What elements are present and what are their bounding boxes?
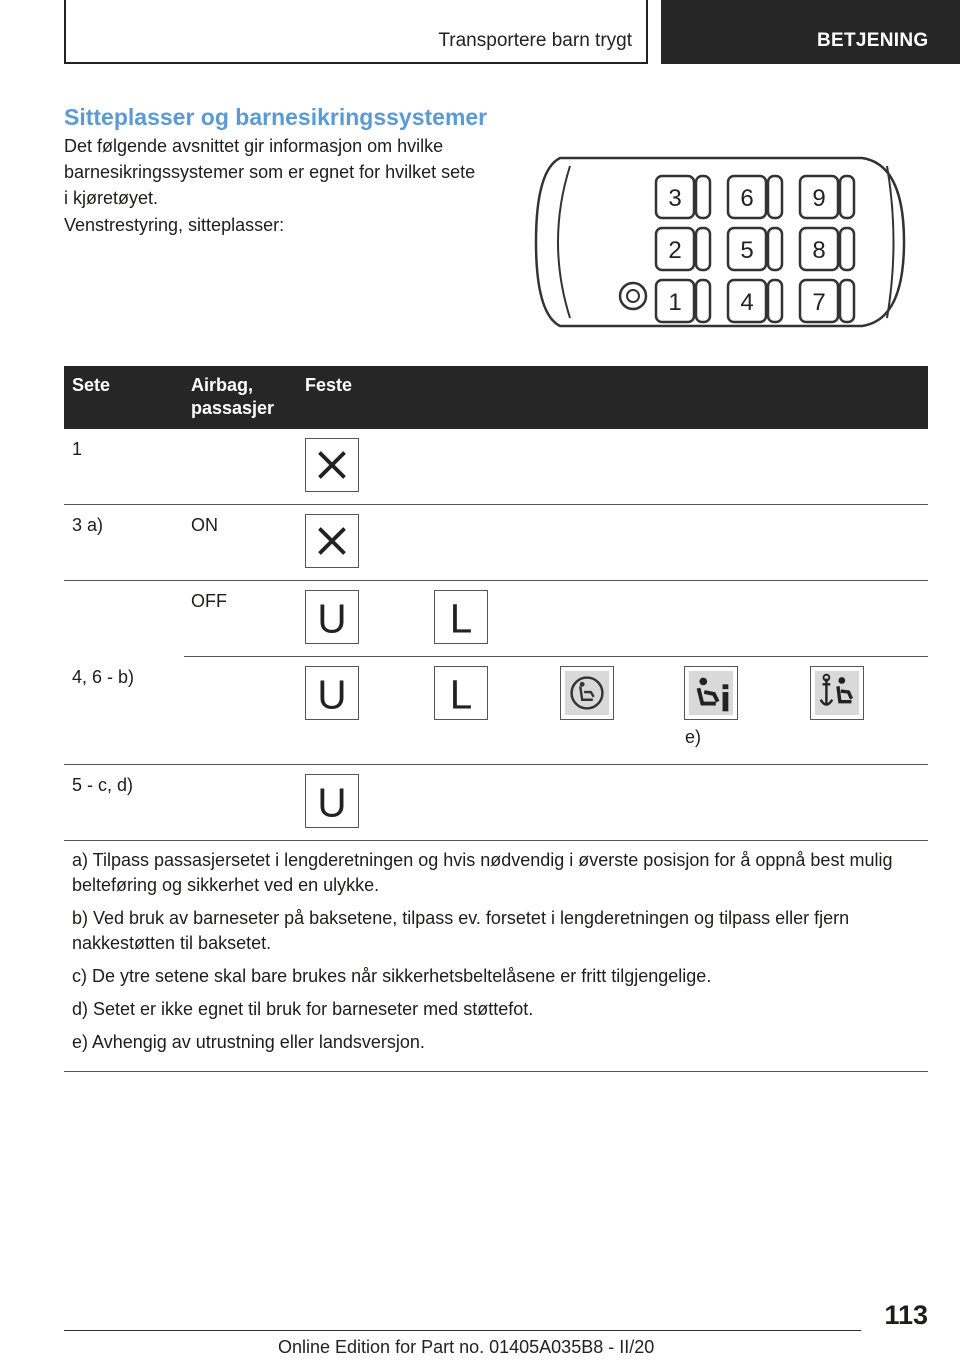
seat-cell: 5 - c, d) [72, 775, 134, 795]
header-chapter-label: BETJENING [817, 30, 929, 51]
svg-text:U: U [317, 671, 347, 718]
header-mounting: Feste [305, 375, 353, 395]
table-row [64, 505, 928, 581]
isofix-anchor-seat-icon [810, 666, 864, 720]
page-number: 113 [884, 1300, 928, 1330]
universal-u-icon [305, 774, 359, 828]
seat-cell: 1 [72, 439, 83, 459]
steering-wheel-icon [620, 283, 646, 309]
i-size-seat-icon [684, 666, 738, 720]
seat-backrest [840, 176, 854, 218]
footer-edition: Online Edition for Part no. 01405A035B8 - II/20 [278, 1337, 655, 1357]
subtitle: Venstrestyring, sitteplasser: [64, 215, 285, 235]
footnote-d: d) Setet er ikke egnet til bruk for barneseter med støttefot. [72, 999, 534, 1019]
seat-number: 2 [668, 237, 682, 264]
footer-divider [64, 1330, 861, 1331]
suitable-l-icon [434, 590, 488, 644]
suitable-l-icon [434, 666, 488, 720]
header-seat: Sete [72, 375, 111, 395]
intro-text: Det følgende avsnittet gir informasjon om hvilke barnesikringssystemer som er egnet for hvilket sete i kjøretøyet. [64, 136, 476, 208]
seat-backrest [768, 280, 782, 322]
table-row [64, 765, 928, 841]
seat-backrest [696, 228, 710, 270]
header-section-tab [64, 0, 648, 64]
airbag-cell: OFF [191, 591, 227, 611]
seat-backrest [768, 228, 782, 270]
seat-backrest [840, 280, 854, 322]
svg-text:L: L [449, 671, 473, 718]
seat-number: 8 [812, 237, 826, 264]
page-title: Sitteplasser og barnesikringssystemer [64, 104, 488, 130]
header-section-label: Transportere barn trygt [438, 30, 632, 51]
svg-text:U: U [317, 595, 347, 642]
table-header [64, 366, 928, 429]
seat-cell: 3 a) [72, 515, 104, 535]
universal-u-icon [305, 666, 359, 720]
header-chapter-tab [661, 0, 960, 64]
table-row [64, 657, 928, 765]
footnote-ref-e: e) [685, 727, 702, 747]
not-suitable-icon [305, 438, 359, 492]
footnote-a: a) Tilpass passasjersetet i lengderetningen og hvis nødvendig i øverste posisjon for å oppnå best mulig belteføring og sikkerhet ved en ulykke. [72, 850, 893, 895]
footnote-b: b) Ved bruk av barneseter på baksetene, tilpass ev. forsetet i lengderetningen og tilpass eller fjern nakkestøtten til baksetet. [72, 908, 850, 953]
footnote-e: e) Avhengig av utrustning eller landsversjon. [72, 1032, 425, 1052]
seat-number: 6 [740, 185, 754, 212]
header-airbag: Airbag, passasjer [191, 375, 275, 418]
seat-position-diagram [532, 154, 908, 330]
seat-number: 9 [812, 185, 826, 212]
not-suitable-icon [305, 514, 359, 568]
seat-number: 5 [740, 237, 754, 264]
svg-text:L: L [449, 595, 473, 642]
isofix-seat-icon [560, 666, 614, 720]
universal-u-icon [305, 590, 359, 644]
airbag-cell: ON [191, 515, 218, 535]
svg-text:U: U [317, 779, 347, 826]
seat-backrest [696, 280, 710, 322]
seat-backrest [696, 176, 710, 218]
seat-number: 7 [812, 289, 826, 316]
footnotes [64, 838, 928, 1072]
table-row [64, 429, 928, 505]
seat-backrest [840, 228, 854, 270]
seat-number: 1 [668, 289, 682, 316]
seat-number: 3 [668, 185, 682, 212]
child-seat-table [64, 366, 928, 841]
seat-cell: 4, 6 - b) [72, 667, 135, 687]
table-row [184, 581, 928, 657]
footnote-c: c) De ytre setene skal bare brukes når sikkerhetsbeltelåsene er fritt tilgjengelige. [72, 966, 712, 986]
seat-number: 4 [740, 289, 754, 316]
seat-backrest [768, 176, 782, 218]
